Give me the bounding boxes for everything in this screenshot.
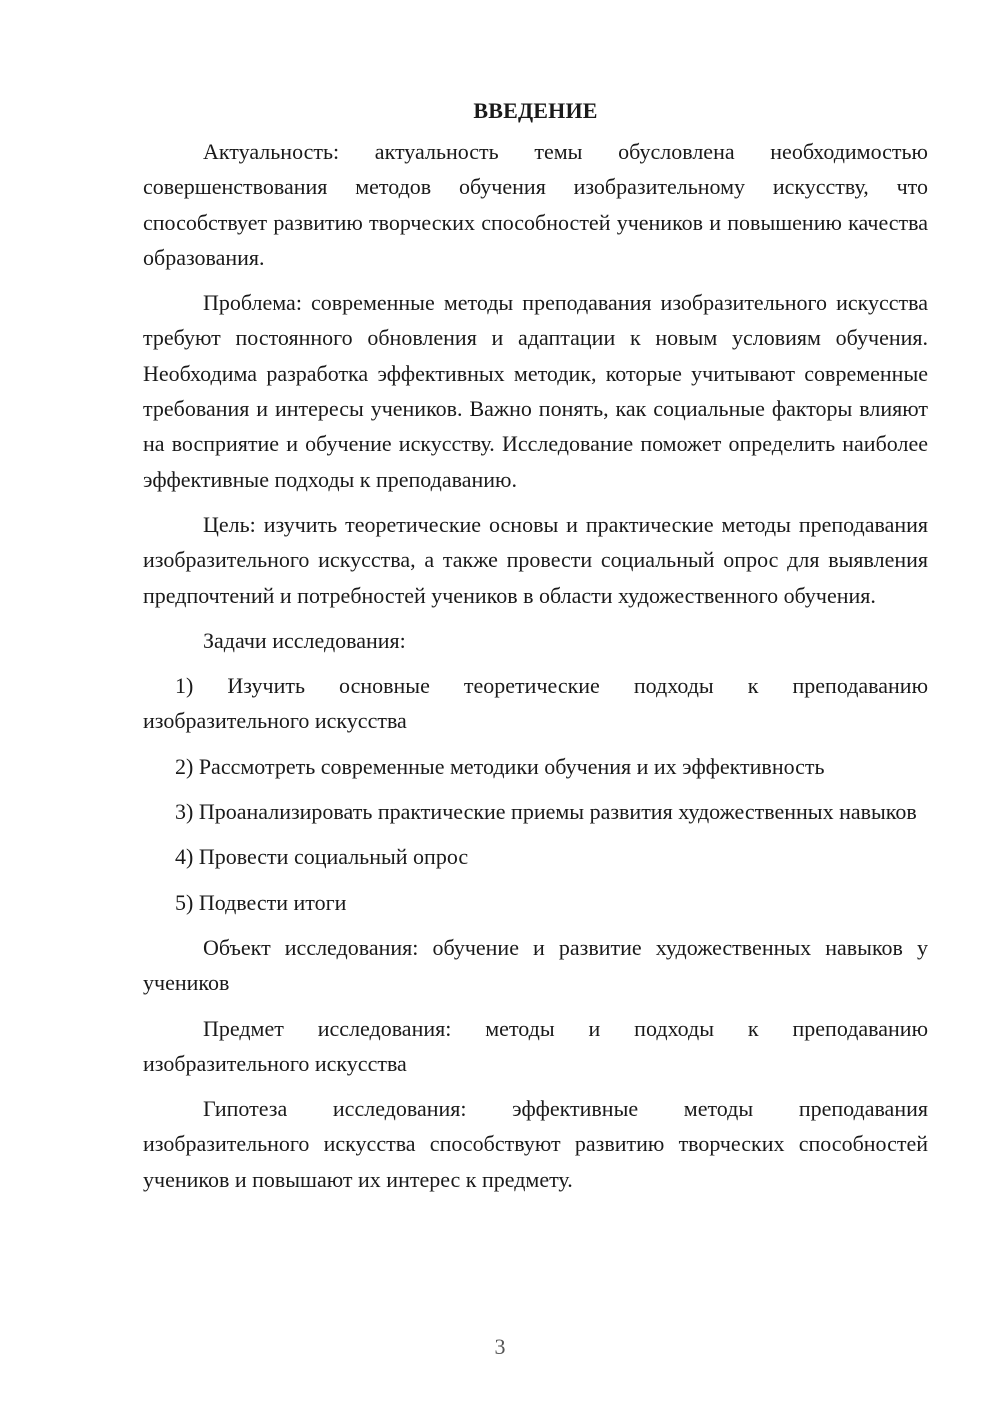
paragraph-subject: Предмет исследования: методы и подходы к преподаванию изобразительного искусства xyxy=(143,1015,928,1076)
paragraph-problem: Проблема: современные методы преподавания изобразительного искусства требуют постоянного обновления и адаптации к новым условиям обучения. Необходима разработка эффективных методик, которые учитывают современные требования и интересы учеников. Важно понять, как социальные факторы влияют на восприятие и обучение искусству. Исследование поможет определить наиболее эффективные подходы к преподаванию. xyxy=(143,290,928,492)
task-item-3: 3) Проанализировать практические приемы развития художественных навыков xyxy=(175,799,917,825)
task-item-5: 5) Подвести итоги xyxy=(175,889,347,915)
document-page xyxy=(143,96,928,1197)
page-title: ВВЕДЕНИЕ xyxy=(473,98,598,123)
page-number: 3 xyxy=(494,1334,506,1359)
paragraph-hypothesis: Гипотеза исследования: эффективные методы преподавания изобразительного искусства способствуют развитию творческих способностей учеников и повышают их интерес к предмету. xyxy=(143,1096,928,1192)
task-item-4: 4) Провести социальный опрос xyxy=(175,844,469,870)
paragraph-relevance: Актуальность: актуальность темы обусловлена необходимостью совершенствования методов обучения изобразительному искусству, что способствует развитию творческих способностей учеников и повышению качества образования. xyxy=(143,139,928,270)
task-item-2: 2) Рассмотреть современные методики обучения и их эффективность xyxy=(175,753,825,779)
task-item-1: 1) Изучить основные теоретические подходы к преподаванию изобразительного искусства xyxy=(143,673,928,734)
paragraph-goal: Цель: изучить теоретические основы и практические методы преподавания изобразительного искусства, а также провести социальный опрос для выявления предпочтений и потребностей учеников в области художественного обучения. xyxy=(143,511,928,608)
paragraph-tasks-heading: Задачи исследования: xyxy=(203,627,406,653)
paragraph-object: Объект исследования: обучение и развитие художественных навыков у учеников xyxy=(143,934,928,996)
